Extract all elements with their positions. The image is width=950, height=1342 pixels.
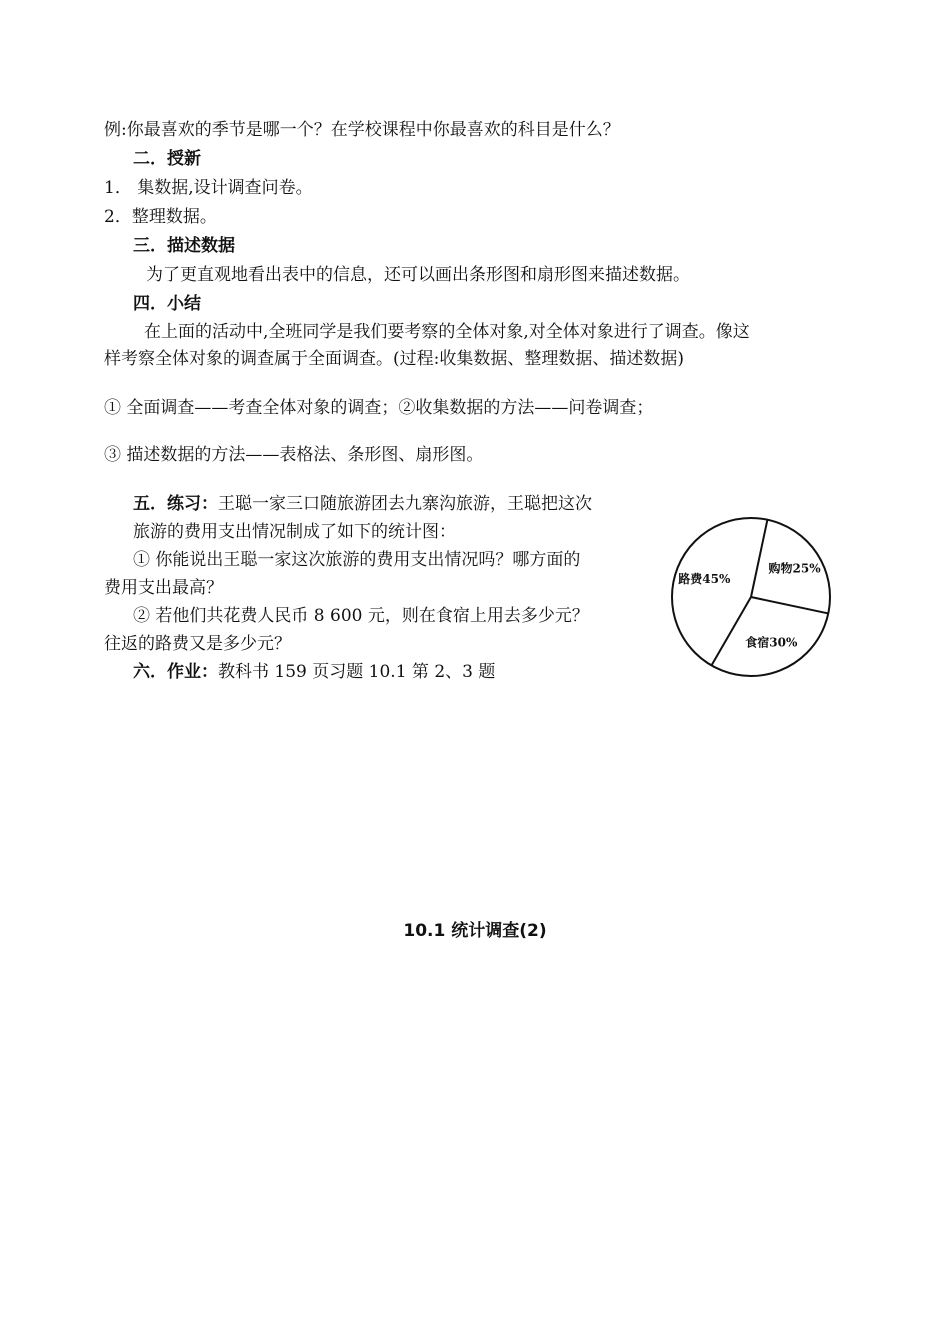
- section-5-line-1-text: 王聪一家三口随旅游团去九寨沟旅游，王聪把这次: [218, 494, 592, 514]
- pie-label-food-lodging: 食宿30%: [745, 635, 798, 650]
- pie-label-shopping: 购物25%: [768, 561, 821, 576]
- summary-point-1: ① 全面调查——考查全体对象的调查；②收集数据的方法——问卷调查；: [104, 398, 654, 418]
- section-3-heading: 三．描述数据: [133, 236, 235, 256]
- example-question: 例:你最喜欢的季节是哪一个？在学校课程中你最喜欢的科目是什么？: [104, 120, 620, 140]
- expense-pie-chart: [666, 512, 836, 682]
- section-4-para-line-2: 样考察全体对象的调查属于全面调查。(过程:收集数据、整理数据、描述数据): [104, 349, 684, 369]
- section-title: 10.1 统计调查(2): [403, 921, 547, 941]
- section-4-heading: 四．小结: [133, 294, 201, 314]
- question-2-line-1: ② 若他们共花费人民币 8 600 元，则在食宿上用去多少元？: [133, 606, 589, 626]
- section-2-heading: 二．授新: [133, 149, 201, 169]
- section-4-para-line-1: 在上面的活动中,全班同学是我们要考察的全体对象,对全体对象进行了调查。像这: [144, 322, 750, 342]
- section-2-item-1: 1． 集数据,设计调查问卷。: [104, 178, 313, 198]
- section-3-text: 为了更直观地看出表中的信息，还可以画出条形图和扇形图来描述数据。: [146, 265, 690, 285]
- section-5-line-1: [133, 493, 592, 515]
- pie-chart-svg: [666, 512, 836, 682]
- section-6-heading: 六．作业：: [133, 662, 218, 682]
- question-1-line-1: ① 你能说出王聪一家这次旅游的费用支出情况吗？哪方面的: [133, 550, 581, 570]
- section-5-heading: 五．练习：: [133, 494, 218, 514]
- section-6-text: 教科书 159 页习题 10.1 第 2、3 题: [218, 662, 496, 682]
- summary-point-3: ③ 描述数据的方法——表格法、条形图、扇形图。: [104, 445, 484, 465]
- section-5-line-2: 旅游的费用支出情况制成了如下的统计图：: [133, 522, 456, 542]
- section-2-item-2: 2．整理数据。: [104, 207, 217, 227]
- section-6-line: [133, 661, 495, 683]
- question-1-line-2: 费用支出最高？: [104, 578, 223, 598]
- question-2-line-2: 往返的路费又是多少元？: [104, 634, 291, 654]
- pie-label-travel: 路费45%: [678, 572, 731, 587]
